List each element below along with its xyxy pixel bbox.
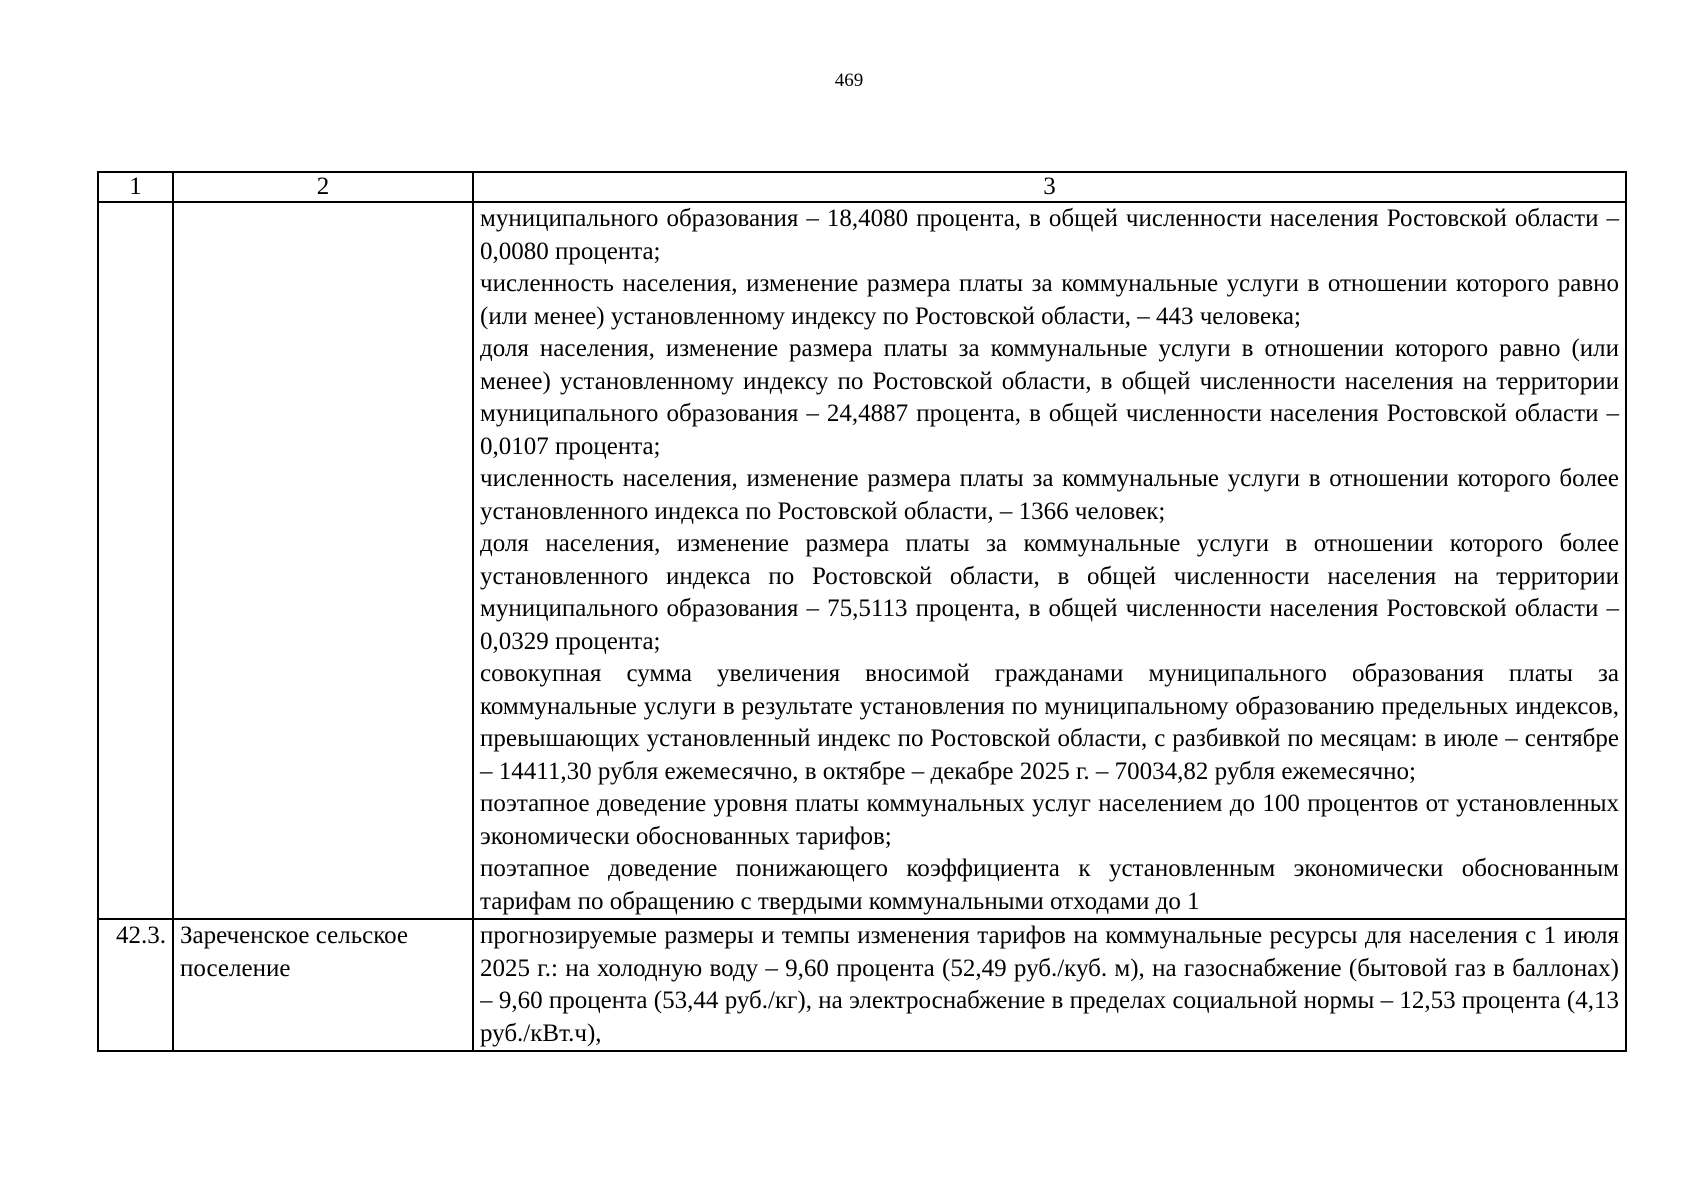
column-header-1: 1 [98,172,173,202]
paragraph: совокупная сумма увеличения вносимой гражданами муниципального образования платы за коммунальные услуги в результате установления по муниципальному образованию предельных индексов, превышающих установленный индекс по Ростовской области, с разбивкой по месяцам: в июле – сентябре – 14411,30 рубля ежемесячно, в октябре – декабре 2025 г. – 70034,82 рубля ежемесячно; [480,660,1619,785]
row-number [98,202,173,919]
tariff-table [97,171,1627,1052]
paragraph: доля населения, изменение размера платы за коммунальные услуги в отношении которого равно (или менее) установленному индексу по Ростовской области, в общей численности населения на территории муниципального образования – 24,4887 процента, в общей численности населения Ростовской области – 0,0107 процента; [480,335,1619,460]
table-header-row [98,172,1626,202]
column-header-2: 2 [173,172,473,202]
column-header-3: 3 [473,172,1626,202]
settlement-name: Зареченское сельское поселение [173,919,473,1051]
paragraph: муниципального образования – 18,4080 процента, в общей численности населения Ростовской области – 0,0080 процента; [480,205,1619,265]
paragraph: поэтапное доведение уровня платы коммунальных услуг населением до 100 процентов от установленных экономически обоснованных тарифов; [480,790,1619,850]
row-number: 42.3. [98,919,173,1051]
table-row [98,919,1626,1051]
page-number: 469 [834,70,864,91]
row-description [473,919,1626,1051]
paragraph: поэтапное доведение понижающего коэффициента к установленным экономически обоснованным тарифам по обращению с твердыми коммунальными отходами до 1 [480,855,1619,915]
settlement-name [173,202,473,919]
paragraph: численность населения, изменение размера платы за коммунальные услуги в отношении которого более установленного индекса по Ростовской области, – 1366 человек; [480,465,1619,525]
paragraph: прогнозируемые размеры и темпы изменения тарифов на коммунальные ресурсы для населения с 1 июля 2025 г.: на холодную воду – 9,60 процента (52,49 руб./куб. м), на газоснабжение (бытовой газ в баллонах) – 9,60 процента (53,44 руб./кг), на электроснабжение в пределах социальной нормы – 12,53 процента (4,13 руб./кВт.ч), [480,922,1619,1047]
table-row [98,202,1626,919]
paragraph: доля населения, изменение размера платы за коммунальные услуги в отношении которого более установленного индекса по Ростовской области, в общей численности населения на территории муниципального образования – 75,5113 процента, в общей численности населения Ростовской области – 0,0329 процента; [480,530,1619,655]
paragraph: численность населения, изменение размера платы за коммунальные услуги в отношении которого равно (или менее) установленному индексу по Ростовской области, – 443 человека; [480,270,1619,330]
row-description [473,202,1626,919]
